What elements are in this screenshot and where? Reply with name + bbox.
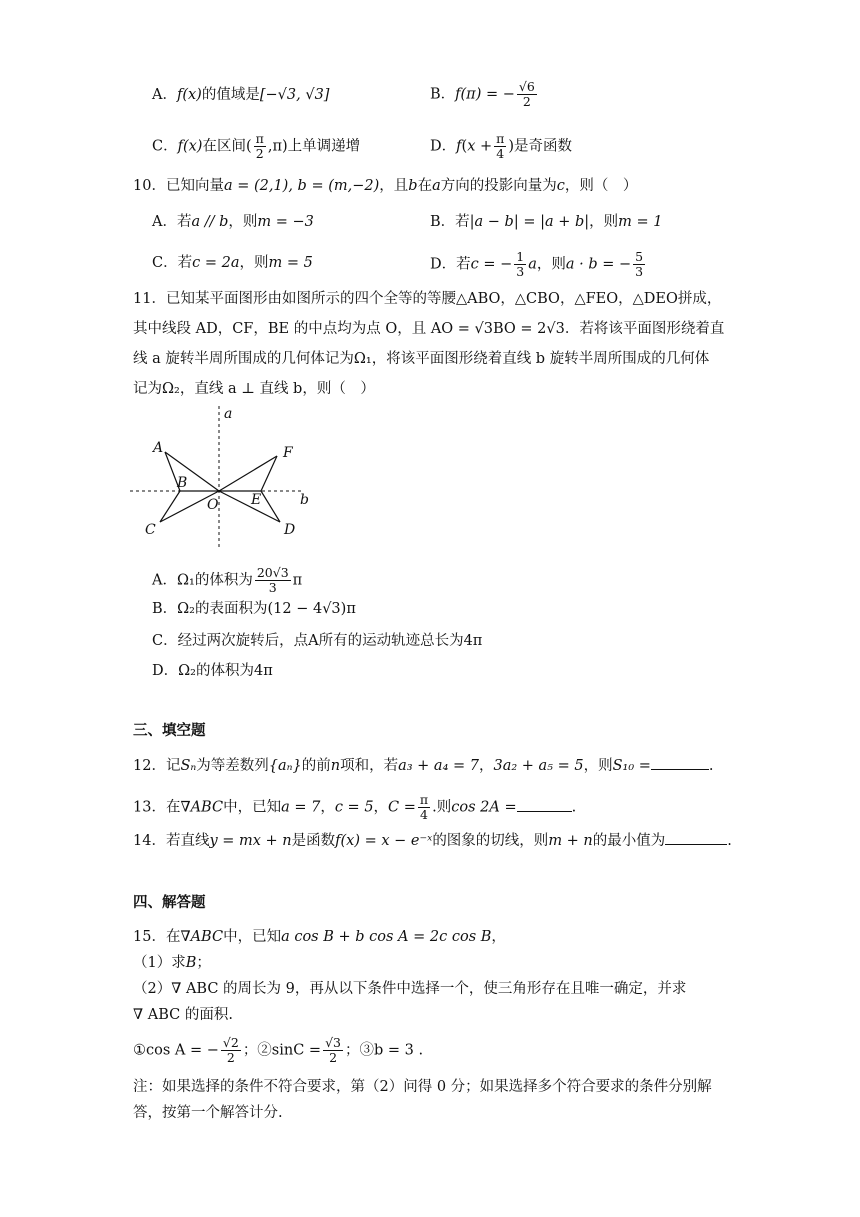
- q15-line-1: 15．在∇ABC中，已知a cos B + b cos A = 2c cos B，: [133, 929, 506, 945]
- label-a: a: [224, 406, 233, 422]
- q9-option-d: D．f(x + $\frac{\pi}{4}$ )是奇函数: [430, 131, 573, 161]
- label-F: F: [283, 445, 293, 461]
- q15-conditions: ①cos A = − $\frac{√2}{2}$ ；②sinC = $\frac{√3}{2}$ ；③b = 3 .: [133, 1035, 424, 1065]
- q11-option-c: C．经过两次旋转后，点A所有的运动轨迹总长为4π: [152, 633, 483, 649]
- q15-note-1: 注：如果选择的条件不符合要求，第（2）问得 0 分；如果选择多个符合要求的条件分别解: [133, 1079, 712, 1095]
- q11-option-d: D．Ω₂的体积为4π: [152, 663, 273, 679]
- q13: 13．在∇ABC中，已知a = 7，c = 5，C = $\frac{\pi}{4}$ .则cos 2A = .: [133, 792, 577, 822]
- label-A: A: [153, 440, 164, 456]
- q9-option-a: A．f(x)的值域是[−√3, √3]: [152, 87, 330, 103]
- q11-option-a: A．Ω₁的体积为 $\frac{20√3}{3}$ π: [152, 565, 303, 595]
- label-b: b: [300, 492, 309, 508]
- label-E: E: [251, 492, 262, 508]
- q14-answer-blank[interactable]: [665, 830, 727, 845]
- q12: 12．记Sₙ为等差数列{aₙ}的前n项和，若a₃ + a₄ = 7，3a₂ + a₅ = 5，则S₁₀ = .: [133, 755, 714, 777]
- q12-answer-blank[interactable]: [651, 755, 709, 770]
- q10-option-c: C．若c = 2a，则m = 5: [152, 255, 313, 271]
- label-B: B: [177, 475, 188, 491]
- q9-option-b: B．f(π) = − $\frac{√6}{2}$: [430, 79, 535, 109]
- q13-answer-blank[interactable]: [517, 797, 572, 812]
- label-C: C: [145, 522, 156, 538]
- q11-option-b: B．Ω₂的表面积为(12 − 4√3)π: [152, 601, 356, 617]
- q15-line-4: ∇ ABC 的面积.: [133, 1007, 233, 1023]
- edge-F-O: [219, 456, 277, 491]
- q11-line-3: 线 a 旋转半周所围成的几何体记为Ω₁，将该平面图形绕着直线 b 旋转半周所围成的几何体: [133, 351, 710, 367]
- q11-figure: [120, 400, 330, 550]
- label-D: D: [284, 522, 296, 538]
- section-4-title: 四、解答题: [133, 895, 206, 911]
- q15-note-2: 答，按第一个解答计分.: [133, 1105, 283, 1121]
- section-3-title: 三、填空题: [133, 723, 206, 739]
- q11-line-1: 11．已知某平面图形由如图所示的四个全等的等腰△ABO，△CBO，△FEO，△DEO拼成，: [133, 291, 722, 307]
- q11-line-2: 其中线段 AD，CF，BE 的中点均为点 O，且 AO = √3BO = 2√3．若将该平面图形绕着直: [133, 321, 725, 337]
- q14: 14．若直线y = mx + n是函数f(x) = x − e⁻ˣ的图象的切线，则m + n的最小值为 .: [133, 830, 732, 852]
- q10-option-b: B．若|a − b| = |a + b|，则m = 1: [430, 214, 663, 230]
- q10-option-a: A．若a // b，则m = −3: [152, 214, 314, 230]
- q11-line-4: 记为Ω₂，直线 a ⊥ 直线 b，则（ ）: [133, 381, 375, 397]
- q10-option-d: D．若c = − $\frac{1}{3}$ a，则a · b = − $\frac{5}{3}$: [430, 249, 644, 279]
- q10-stem: 10．已知向量a = (2,1), b = (m,−2)，且b在a方向的投影向量为c，则（ ）: [133, 178, 638, 194]
- q15-line-2: （1）求B；: [133, 955, 211, 971]
- q9-option-c: C．f(x)在区间( $\frac{\pi}{2}$ ,π)上单调递增: [152, 131, 361, 161]
- q15-line-3: （2）∇ ABC 的周长为 9，再从以下条件中选择一个，使三角形存在且唯一确定，并求: [133, 981, 687, 997]
- label-O: O: [207, 497, 219, 513]
